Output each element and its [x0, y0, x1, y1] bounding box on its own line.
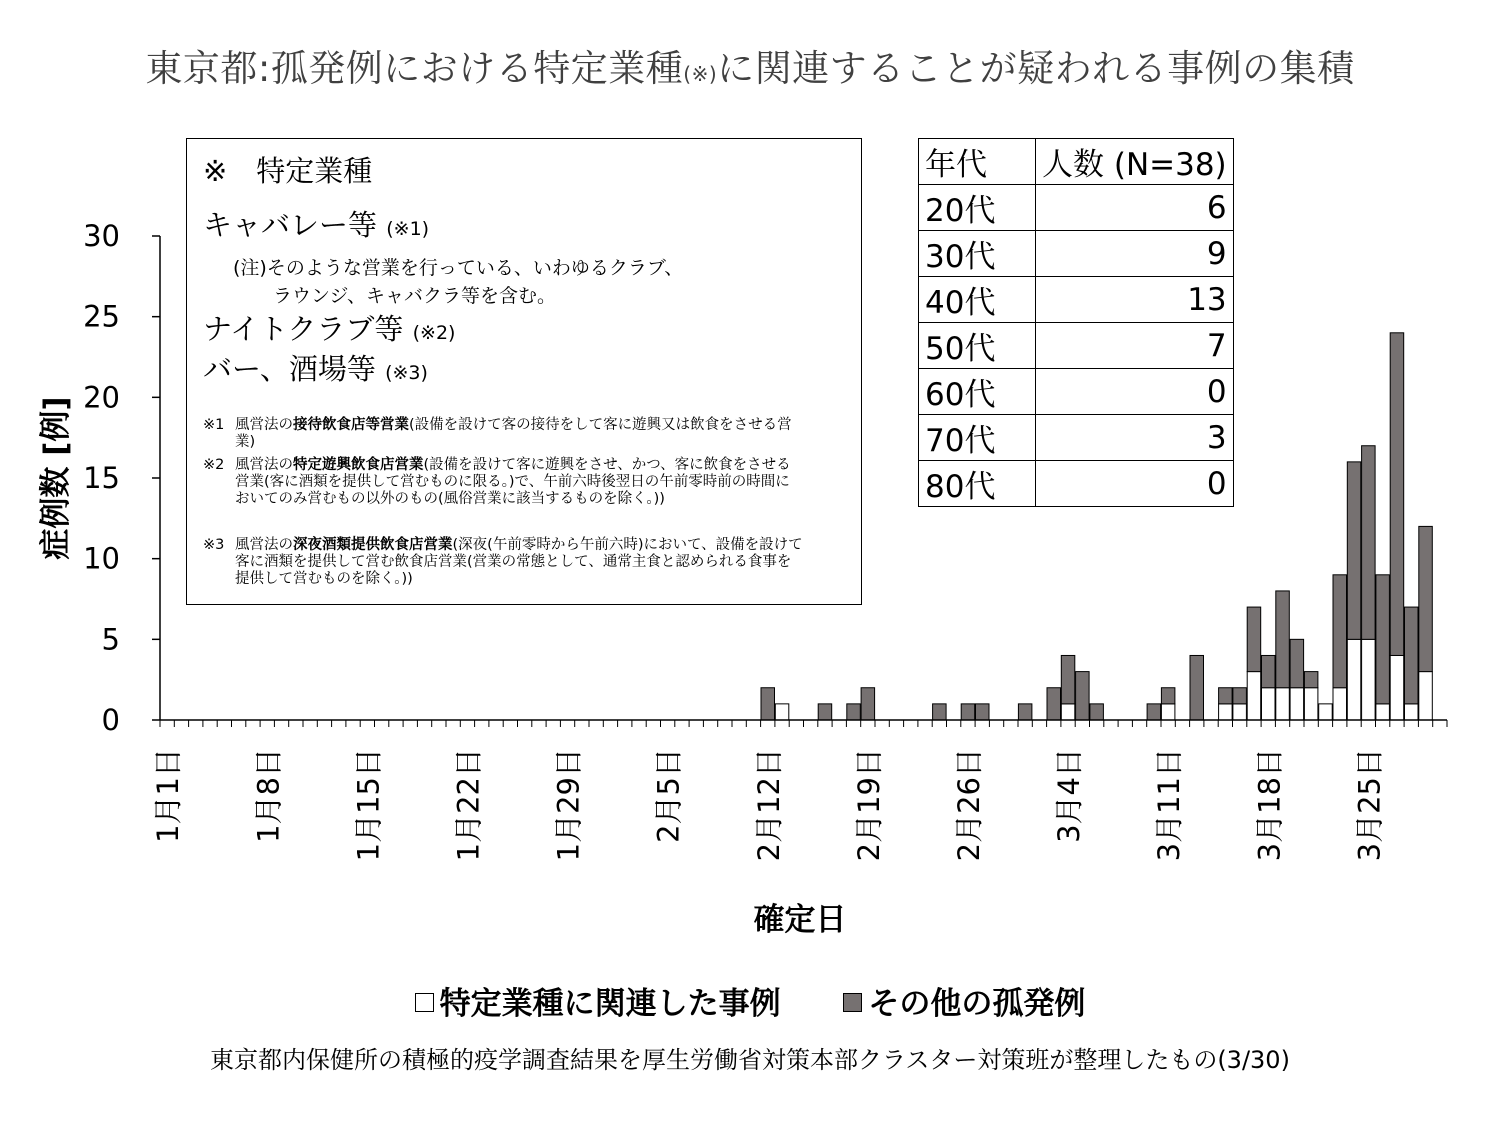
bar-related [1290, 688, 1304, 720]
y-tick-label: 0 [101, 703, 120, 737]
x-tick-label: 3月18日 [1252, 748, 1287, 862]
x-tick-label: 1月15日 [351, 748, 386, 862]
footnote-3-term: 深夜酒類提供飲食店営業 [293, 537, 453, 553]
bar-related [1276, 688, 1290, 720]
bar-related [1419, 672, 1433, 720]
age-cell: 30代 [919, 231, 1036, 277]
table-row [919, 415, 1234, 461]
category-nightclub-ref: (※2) [412, 322, 456, 344]
bar-other [933, 704, 947, 720]
age-cell: 70代 [919, 415, 1036, 461]
table-row [919, 461, 1234, 507]
x-tick-label: 1月29日 [551, 748, 586, 862]
footnote-1-mark: ※1 [203, 417, 225, 433]
bar-other [847, 704, 861, 720]
bar-other [1047, 688, 1061, 720]
age-header: 年代 [919, 139, 1036, 185]
bar-related [1362, 639, 1376, 720]
count-cell: 9 [1036, 231, 1234, 277]
footnote-1-term: 接待飲食店等営業 [293, 417, 409, 433]
bar-other [1247, 607, 1261, 672]
category-cabaret-ref: (※1) [386, 218, 430, 240]
title-mark: (※) [683, 62, 718, 86]
category-bar [203, 347, 428, 388]
bar-related [1347, 639, 1361, 720]
bar-other [1076, 672, 1090, 720]
count-cell: 6 [1036, 185, 1234, 231]
legend-swatch-other [843, 993, 862, 1012]
category-cabaret-label: キャバレー等 [203, 208, 378, 242]
bar-other [1233, 688, 1247, 704]
x-tick-label: 2月26日 [951, 748, 986, 862]
x-tick-label: 3月25日 [1352, 748, 1387, 862]
category-nightclub-label: ナイトクラブ等 [203, 312, 404, 346]
age-cell: 80代 [919, 461, 1036, 507]
bar-other [1219, 688, 1233, 704]
footnote-2-pre: 風営法の [235, 457, 293, 473]
footnote-3-mark: ※3 [203, 537, 225, 553]
bar-related [775, 704, 789, 720]
age-table-header [919, 139, 1234, 185]
bar-other [1090, 704, 1104, 720]
y-tick-label: 10 [83, 541, 120, 576]
title-part-2: に関連することが疑われる事例の集積 [717, 47, 1355, 90]
bar-other [1018, 704, 1032, 720]
source-footnote: 東京都内保健所の積極的疫学調査結果を厚生労働省対策本部クラスター対策班が整理したもの(3/30) [210, 1046, 1290, 1074]
bar-other [1262, 655, 1276, 687]
bar-other [1419, 526, 1433, 671]
legend-label-related: 特定業種に関連した事例 [439, 986, 781, 1022]
bar-other [818, 704, 832, 720]
bar-other [976, 704, 990, 720]
x-tick-label: 1月1日 [151, 748, 186, 843]
count-header: 人数 (N=38) [1036, 139, 1234, 185]
bar-related [1247, 672, 1261, 720]
category-cabaret-note-1: (注)そのような営業を行っている、いわゆるクラブ、 [233, 257, 684, 279]
legend-label-other: その他の孤発例 [868, 986, 1086, 1022]
bar-related [1390, 655, 1404, 720]
bar-related [1304, 688, 1318, 720]
bar-other [961, 704, 975, 720]
footnote-1-pre: 風営法の [235, 417, 293, 433]
bar-related [1219, 704, 1233, 720]
bar-other [1347, 462, 1361, 639]
bar-other [1276, 591, 1290, 688]
bar-other [1376, 575, 1390, 704]
count-cell: 7 [1036, 323, 1234, 369]
count-cell: 13 [1036, 277, 1234, 323]
x-tick-label: 2月5日 [651, 748, 686, 843]
footnote-2-desc: (設備を設けて客に遊興をさせ、かつ、客に飲食をさせる営業(客に酒類を提供して営むものに限る。)で、午前六時後翌日の午前零時前の時間においてのみ営むもの以外のもの(風俗営業に該当するものを除く。)) [235, 457, 791, 507]
table-row [919, 323, 1234, 369]
bar-related [1319, 704, 1333, 720]
footnote-1 [203, 417, 803, 451]
x-tick-label: 1月22日 [451, 748, 486, 862]
y-tick-label: 20 [83, 380, 120, 415]
category-bar-label: バー、酒場等 [203, 352, 376, 386]
bar-other [1061, 655, 1075, 703]
footnote-3-desc: (深夜(午前零時から午前六時)において、設備を設けて客に酒類を提供して営む飲食店営業(営業の常態として、通常主食と認められる食事を提供して営むものを除く。)) [235, 537, 803, 587]
legend-swatch-related [415, 993, 434, 1012]
table-row [919, 231, 1234, 277]
title-part-1: 東京都:孤発例における特定業種 [145, 47, 684, 90]
age-distribution-table [918, 138, 1234, 507]
bar-other [1390, 333, 1404, 656]
x-tick-label: 3月11日 [1152, 748, 1187, 862]
y-tick-label: 30 [83, 219, 120, 253]
y-tick-label: 15 [83, 461, 120, 495]
bar-other [1161, 688, 1175, 704]
bar-related [1376, 704, 1390, 720]
x-axis [151, 720, 1447, 861]
x-tick-label: 2月19日 [851, 748, 886, 862]
category-cabaret-note-2: ラウンジ、キャバクラ等を含む。 [273, 285, 557, 307]
bar-related [1333, 688, 1347, 720]
footnote-2-term: 特定遊興飲食店営業 [293, 457, 424, 473]
age-cell: 50代 [919, 323, 1036, 369]
footnote-3-pre: 風営法の [235, 537, 293, 553]
bar-related [1161, 704, 1175, 720]
age-cell: 20代 [919, 185, 1036, 231]
bar-other [1304, 672, 1318, 688]
count-cell: 0 [1036, 369, 1234, 415]
x-tick-label: 2月12日 [751, 748, 786, 862]
category-cabaret [203, 203, 429, 244]
bar-other [1362, 446, 1376, 640]
bar-other [1147, 704, 1161, 720]
legend-item-related [415, 978, 781, 1023]
age-cell: 40代 [919, 277, 1036, 323]
bar-other [1290, 639, 1304, 687]
x-tick-label: 3月4日 [1052, 748, 1087, 843]
bar-related [1262, 688, 1276, 720]
y-tick-label: 5 [101, 622, 120, 657]
table-row [919, 369, 1234, 415]
category-bar-ref: (※3) [385, 362, 428, 384]
chart-legend [0, 978, 1500, 1023]
footnote-3 [203, 537, 803, 588]
x-tick-label: 1月8日 [251, 748, 286, 843]
count-cell: 3 [1036, 415, 1234, 461]
bar-other [1405, 607, 1419, 704]
bar-related [1061, 704, 1075, 720]
bar-other [1333, 575, 1347, 688]
bar-related [1405, 704, 1419, 720]
y-tick-label: 25 [83, 299, 120, 334]
table-row [919, 277, 1234, 323]
bar-other [761, 688, 775, 720]
y-axis-label: 症例数 [例] [38, 396, 74, 560]
category-nightclub [203, 307, 455, 348]
footnote-2-mark: ※2 [203, 457, 225, 473]
x-axis-label: 確定日 [753, 902, 847, 938]
bar-related [1233, 704, 1247, 720]
footnote-2 [203, 457, 803, 508]
footnote-1-desc: (設備を設けて客の接待をして客に遊興又は飲食をさせる営業) [235, 417, 792, 450]
y-axis [83, 219, 160, 737]
industry-notes-box [186, 138, 862, 605]
age-cell: 60代 [919, 369, 1036, 415]
legend-item-other [843, 978, 1085, 1023]
bar-other [1190, 655, 1204, 720]
count-cell: 0 [1036, 461, 1234, 507]
bar-other [861, 688, 875, 720]
table-row [919, 185, 1234, 231]
notes-heading: ※ 特定業種 [203, 154, 373, 188]
